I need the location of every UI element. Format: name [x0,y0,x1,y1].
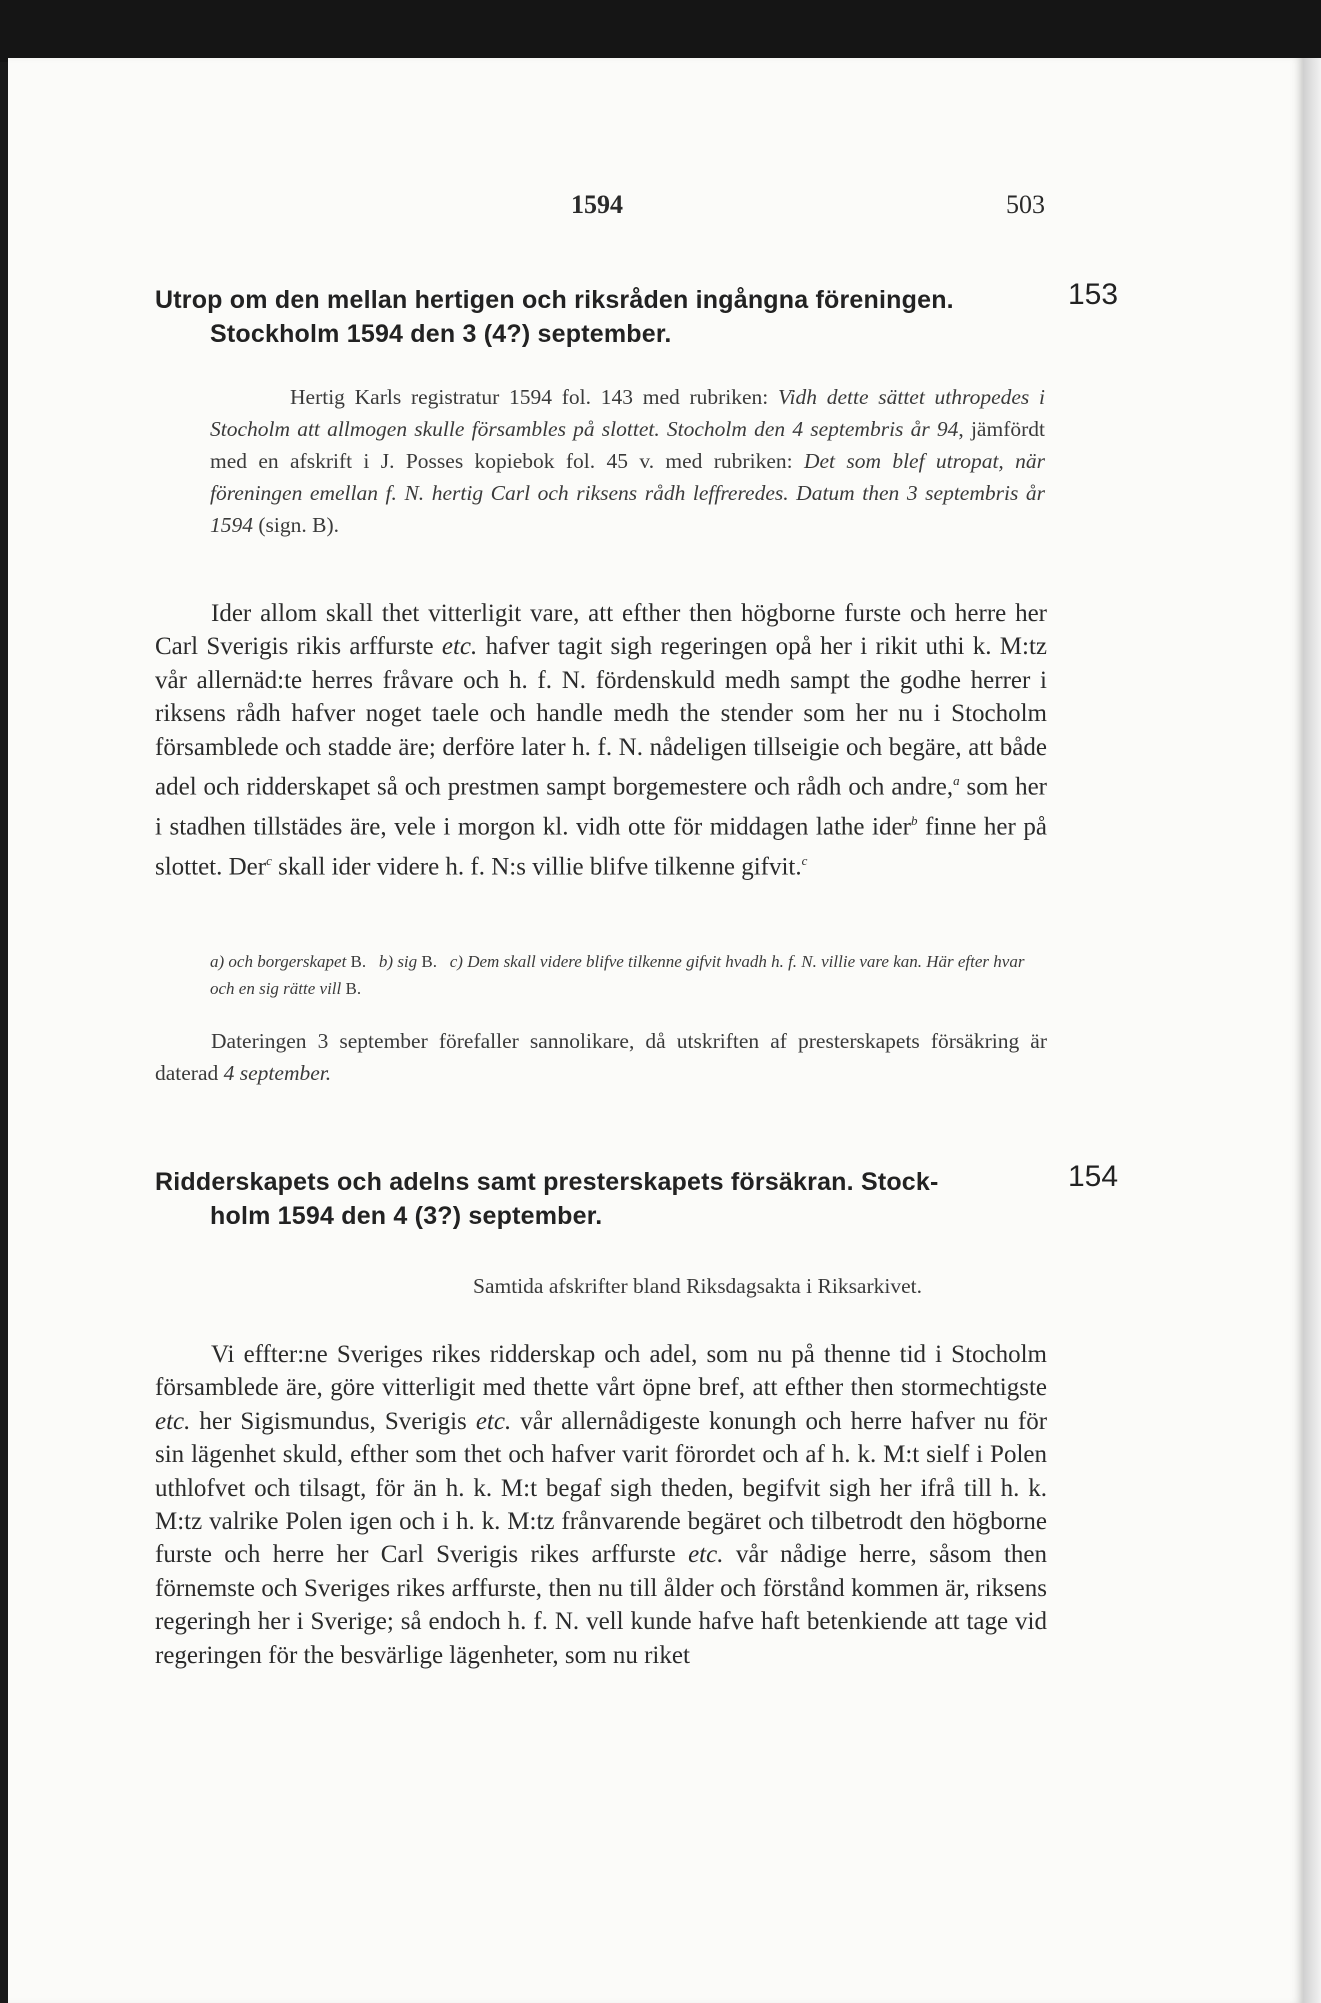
body-etc: etc. [155,1407,191,1435]
footnote-source: B. [345,979,362,998]
footnote-mark-c: c [801,852,808,868]
doc-154-title-line1: Ridderskapets och adelns samt presterskapets försäkran. Stock- [155,1168,939,1196]
body-text: finne her på slottet. Der [155,813,1047,880]
source-text: (sign. B). [258,513,339,537]
doc-153-number: 153 [1068,278,1119,311]
doc-153-body [155,597,1047,883]
doc-153-title [155,283,1055,351]
body-text: her Sigismundus, Sverigis [199,1407,467,1435]
doc-153-title-line2: Stockholm 1594 den 3 (4?) september. [210,320,672,348]
footnote-mark-a: a [953,773,960,789]
doc-153-title-line1: Utrop om den mellan hertigen och riksråden ingångna föreningen. [155,286,954,314]
body-text: vår nådige herre, såsom then förnemste och Sveriges rikes arffurste, then nu till ålder och förstånd kommen är, riksens regeringh her i Sverige; så endoch h. f. N. vell kunde hafve haft betenkiende att tage vid regeringen för the besvärlige lägenheter, som nu riket [155,1541,1048,1669]
body-text: vår allernådigeste konungh och herre hafver nu för sin lägenhet skuld, efther som thet och hafver varit förordet och af h. k. M:t sielf i Polen uthlofvet och tilsagt, för än h. k. M:t begaf sigh theden, begifvit sigh her ifrå till h. k. M:tz valrike Polen igen och i h. k. M:tz frånvarende begäret och tilbetrodt den högborne furste och herre her Carl Sverigis rikes arffurste [155,1407,1048,1569]
body-text: som her i stadhen tillstädes äre, vele i morgon kl. vidh otte för middagen lathe ider [155,773,1047,841]
footnote-mark-b: b [910,812,918,828]
doc-154-title-line2: holm 1594 den 4 (3?) september. [210,1202,603,1230]
note-date: 4 september. [223,1061,332,1085]
footnote-source: B. [421,952,437,971]
doc-154-title [155,1165,1055,1233]
doc-153-source [210,381,1045,541]
doc-154-number: 154 [1068,1160,1119,1193]
footnote-label: a) [210,952,225,971]
doc-154-source: Samtida afskrifter bland Riksdagsakta i Riksarkivet. [472,1274,922,1298]
source-rubric: Vidh dette sättet uthropedes i Stocholm att allmogen skulle försambles på slottet. Stocholm den 4 septembris år 94 [210,385,1045,441]
body-text: Ider allom skall thet vitterligit vare, att efther then högborne furste och herre her Carl Sverigis rikis arffurste [155,600,1047,661]
body-text: skall ider videre h. f. N:s villie blifve tilkenne gifvit. [278,852,802,880]
body-etc: etc. [688,1541,724,1569]
footnote-text: Dem skall videre blifve tilkenne gifvit hvadh h. f. N. villie vare kan. Här efter hvar och en sig rätte vill [210,952,1025,998]
body-text: hafver tagit sigh regeringen opå her i rikit uthi k. M:tz vår allernäd:te herres fråvare och h. f. N. fördenskuld medh sampt the godhe herrer i riksens rådh hafver noget taele och handle medh the stender som her nu i Stocholm församblede och stadde äre; derföre later h. f. N. nådeligen tillseigie och begäre, att både adel och ridderskapet så och prestmen sampt borgemestere och rådh och andre, [155,633,1047,801]
page-edge-shadow [1303,58,1321,2003]
running-head-year: 1594 [571,190,623,219]
source-text: , jämfördt med en afskrift i J. Posses kopiebok fol. 45 v. med rubriken: [210,417,1045,473]
footnote-mark-c: c [266,852,272,868]
footnote-label: c) [449,952,463,971]
running-head [155,190,1045,226]
body-etc: etc. [441,633,478,661]
footnote-source: B. [350,952,367,971]
page-number: 503 [1006,190,1045,219]
body-etc: etc. [475,1407,512,1435]
footnote-text: sig [397,952,418,971]
doc-153-dating-note [155,1025,1047,1089]
body-text: Vi effter:ne Sveriges rikes ridderskap och adel, som nu på thenne tid i Stocholm församblede äre, göre vitterligit med thette vårt öpne bref, att efther then stormechtigste [155,1341,1047,1402]
doc-154-body [155,1338,1047,1672]
footnote-text: och borgerskapet [228,952,347,971]
doc-153-footnotes [210,948,1045,1002]
footnote-label: b) [378,952,394,971]
note-text: Dateringen 3 september förefaller sannolikare, då utskriften af presterskapets försäkring är daterad [155,1029,1047,1085]
scan-border-top [0,0,1321,62]
source-text: Hertig Karls registratur 1594 fol. 143 med rubriken: [290,385,769,409]
source-rubric: Det som blef utropat, när föreningen emellan f. N. hertig Carl och riksens rådh leffreredes. Datum then 3 septembris år 1594 [210,449,1046,537]
